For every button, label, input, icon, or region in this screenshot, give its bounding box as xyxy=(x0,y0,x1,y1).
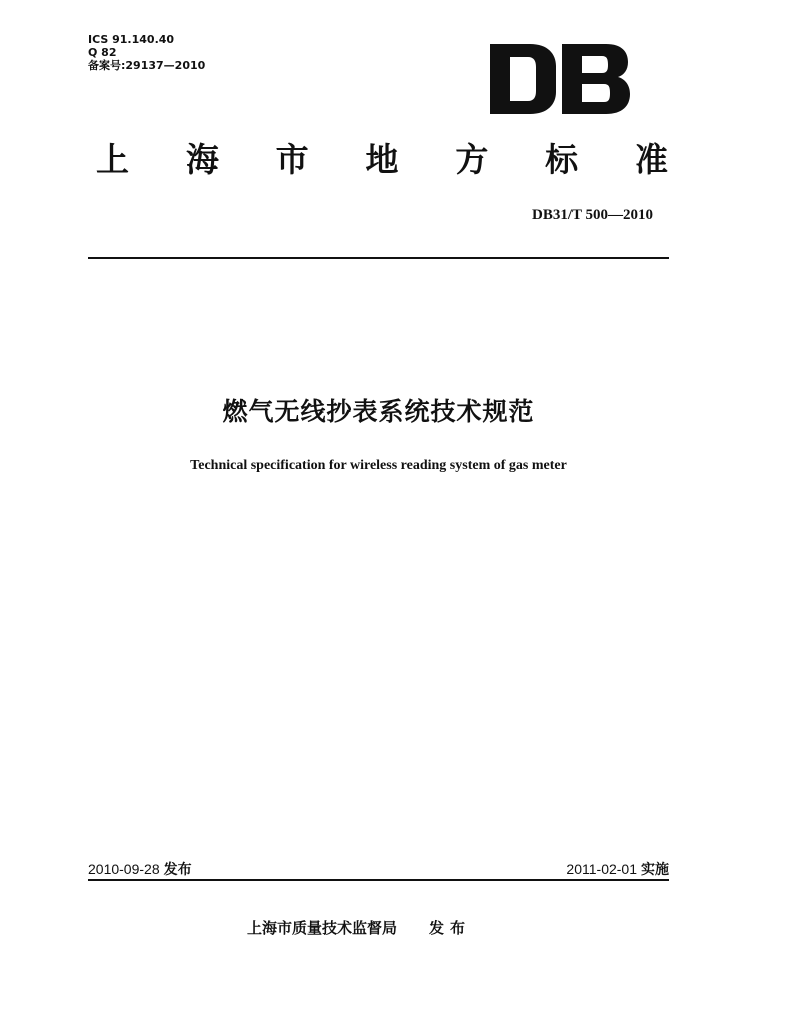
standard-type-char: 市 xyxy=(275,140,309,179)
bottom-divider xyxy=(88,879,669,881)
standard-number: DB31/T 500—2010 xyxy=(532,207,653,223)
standard-type-char: 海 xyxy=(185,140,219,179)
standard-type-char: 地 xyxy=(365,140,399,179)
record-number: 备案号:29137—2010 xyxy=(88,59,206,72)
standard-type-heading xyxy=(96,138,668,182)
standard-type-char: 方 xyxy=(455,140,489,179)
top-divider xyxy=(88,257,669,259)
standard-type-char: 上 xyxy=(96,140,129,179)
db-logo xyxy=(490,44,630,114)
publisher-name: 上海市质量技术监督局 xyxy=(247,919,398,937)
publisher-action: 发布 xyxy=(429,919,472,937)
standard-type-char: 标 xyxy=(545,140,579,179)
implement-date: 2011-02-01 xyxy=(566,861,637,877)
issue-date-line xyxy=(88,859,192,879)
ics-code: ICS 91.140.40 xyxy=(88,33,175,46)
document-title-cn: 燃气无线抄表系统技术规范 xyxy=(222,397,535,426)
implement-date-line xyxy=(566,859,669,879)
issue-label: 发布 xyxy=(163,862,192,878)
standard-type-char: 准 xyxy=(634,140,668,179)
document-title-en: Technical specification for wireless reading system of gas meter xyxy=(190,458,567,473)
ccs-code: Q 82 xyxy=(88,46,117,59)
implement-label: 实施 xyxy=(641,862,669,878)
publisher-line xyxy=(247,917,471,938)
document-meta xyxy=(88,33,205,72)
issue-date: 2010-09-28 xyxy=(88,861,160,877)
